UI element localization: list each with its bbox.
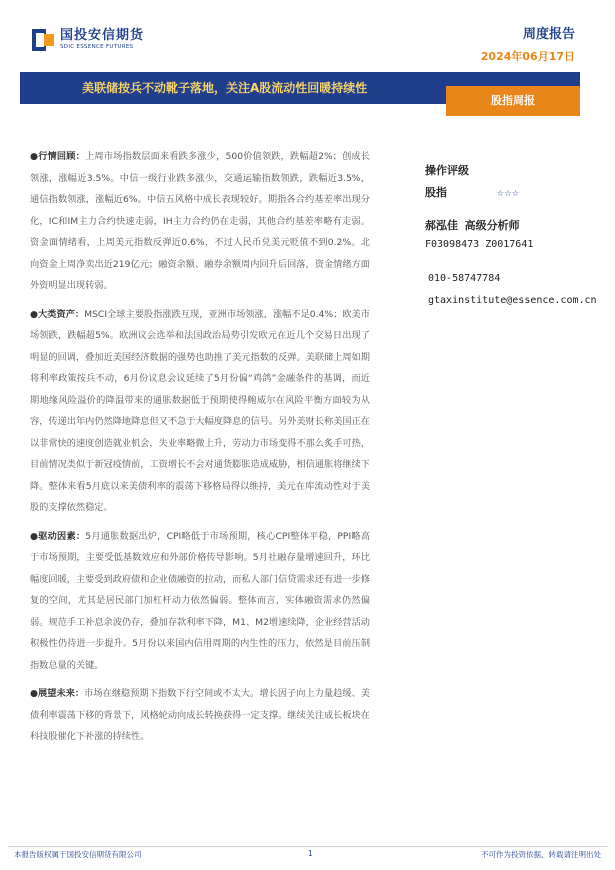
section-lead: ●大类资产： [30,308,85,320]
logo-name-en: SDIC ESSENCE FUTURES [60,44,134,50]
report-body [30,146,370,755]
section-asset-classes [30,304,370,519]
footer-divider [8,846,607,847]
footer-disclaimer: 不可作为投资依据，转载请注明出处 [481,850,601,859]
section-text: 市场在继稳预期下指数下行空间或不太大。增长因子向上力量趋缓、美债利率震荡下移的背景下，风格轮动向成长转换获得一定支撑。继续关注成长板块在科技股催化下补涨的持续性。 [30,688,370,742]
phone-number: 010-58747784 [428,273,501,284]
company-logo [32,28,144,51]
analyst-name: 郝泓佳 高级分析师 [425,219,520,232]
section-text: MSCI全球主要股指涨跌互现，亚洲市场领涨，涨幅不足0.4%；欧美市场领跌，跌幅超5%。欧洲议会选举和法国政治局势引发欧元在近几个交易日出现了明显的回调，叠加近美国经济数据的强势也助推了美元指数的反弹。美联储上周如期将利率政策按兵不动，6月份议息会议延续了5月份偏“鸡鸽”金融条件的基调，而近期地缘风险溢价的降温带来的通胀数据低于预期使得鲍威尔在风险平衡方面较为从容，传递出年内仍然降地降息但又不急于大幅度降息的信号。另外美财长称美国正在以非常快的速度创造就业机会，失业率略微上升，劳动力市场变得不那么炙手可热，目前情况类似于新冠疫情前，工资增长不会对通货膨胀造成威胁，相信通胀将继续下降。整体来看5月底以来美债利率的震荡下移格局得以维持，美元在库流动性对于美股的支撑依然稳定。 [30,308,370,513]
logo-name-cn: 国投安信期货 [60,28,145,43]
report-type: 周度报告 [522,27,575,42]
analyst-cert: F03098473 Z0017641 [425,239,534,250]
footer-copyright: 本报告版权属于国投安信期货有限公司 [14,850,142,859]
category-tag: 股指周报 [446,86,580,116]
email-link[interactable]: gtaxinstitute@essence.com.cn [428,295,597,306]
section-outlook [30,683,370,748]
report-date: 2024年06月17日 [480,50,575,63]
page-number: 1 [308,849,313,858]
section-lead: ●展望未来： [30,688,85,699]
section-lead: ●行情回顾： [30,151,86,162]
section-market-review [30,146,370,297]
logo-mark-icon [32,29,54,51]
rating-label: 操作评级 [425,164,469,177]
section-text: 上周市场指数层面来看跌多涨少，500价值领跌，跌幅超2%；创成长领涨，涨幅近3.5%。中信一级行业跌多涨少，交通运输指数领跌，跌幅近3.5%，通信指数领涨，涨幅近6%。中信五风格中成长表现较好。期指各合约基差率出现分化，IC和IM主力合约快速走弱，IH主力合约仍在走弱，其他合约基差率略有走弱。资金面情绪看，上周美元指数反弹近0.6%，不过人民币兑美元贬值不到0.2%。北向资金上周净卖出近219亿元；融资余额、融券余额周内回升后回落，资金情绪方面外资明显出现转弱。 [30,151,370,291]
rating-stars-icon: ☆☆☆ [497,186,520,199]
section-text: 5月通胀数据出炉，CPI略低于市场预期，核心CPI整体平稳，PPI略高于市场预期，主要受低基数效应和外部价格传导影响。5月社融存量增速回升，环比幅度回暖，主要受到政府债和企业债融资的拉动，而私人部门信贷需求还有进一步修复的空间，尤其是居民部门加杠杆动力依然偏弱。整体而言，实体融资需求仍然偏弱。规范手工补息余波仍存，叠加存款利率下降，M1、M2增速续降，企业经营活动积极性仍待进一步提升。5月份以来国内信用周期的内生性的压力，依然是目前压制指数总量的关键。 [30,530,370,671]
section-drivers [30,526,370,677]
report-title: 美联储按兵不动靴子落地，关注A股流动性回暖持续性 [82,81,368,95]
sidebar [425,160,610,312]
index-label: 股指 [425,186,447,199]
section-lead: ●驱动因素： [30,530,86,542]
